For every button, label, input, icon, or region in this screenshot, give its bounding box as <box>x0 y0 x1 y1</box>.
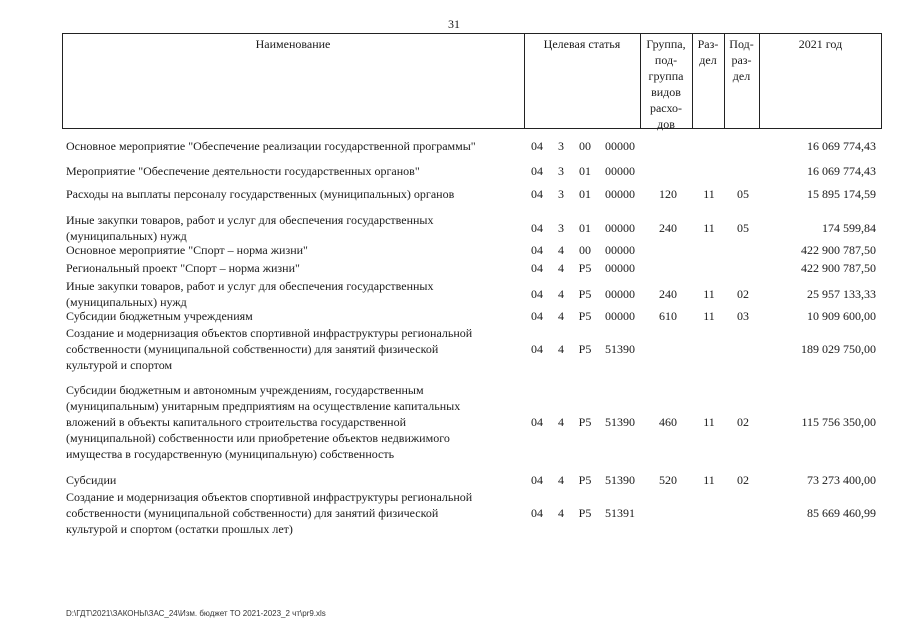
header-year: 2021 год <box>798 37 843 51</box>
table-row <box>0 278 905 310</box>
row-code-grp: 610 <box>659 309 677 323</box>
row-name <box>66 472 514 488</box>
row-code-sub: 05 <box>737 187 749 201</box>
row-code-c1: 04 <box>531 243 543 257</box>
row-code-grp: 520 <box>659 473 677 487</box>
row-code-sec: 11 <box>703 473 715 487</box>
row-code-c3: P5 <box>578 473 592 487</box>
row-code-grp: 460 <box>659 415 677 429</box>
header-line: дел <box>732 69 751 83</box>
file-path-footer: D:\ГДТ\2021\ЗАКОНЫ\ЗАС_24\Изм. бюджет ТО 2021-2023_2 чт\pr9.xls <box>66 609 326 618</box>
row-code-c1: 04 <box>531 309 543 323</box>
row-name-line: Субсидии <box>66 473 117 487</box>
row-code-c3: P5 <box>578 506 592 520</box>
table-row <box>0 325 905 373</box>
row-code-c4: 00000 <box>605 287 635 301</box>
row-name-line: Региональный проект "Спорт – норма жизни" <box>66 261 300 275</box>
row-name-line: Мероприятие "Обеспечение деятельности государственных органов" <box>66 164 420 178</box>
row-name <box>66 308 514 324</box>
table-row <box>0 186 905 202</box>
header-line: видов <box>651 85 681 99</box>
row-amount: 189 029 750,00 <box>801 342 876 356</box>
row-code-c3: P5 <box>578 415 592 429</box>
row-name-line: (муниципальной) собственности или приобретение объектов недвижимого <box>66 431 450 445</box>
row-code-c1: 04 <box>531 139 543 153</box>
header-line: расхо- <box>649 101 683 115</box>
row-amount: 85 669 460,99 <box>807 506 876 520</box>
row-code-sec: 11 <box>703 309 715 323</box>
row-code-c1: 04 <box>531 473 543 487</box>
row-code-c2: 3 <box>558 187 564 201</box>
header-line: Группа, <box>646 37 686 51</box>
row-code-c2: 4 <box>558 506 564 520</box>
row-name-line: Иные закупки товаров, работ и услуг для обеспечения государственных <box>66 279 434 293</box>
header-line: дел <box>699 53 717 67</box>
row-name <box>66 242 514 258</box>
row-code-c2: 4 <box>558 415 564 429</box>
header-group <box>640 36 692 132</box>
row-name-line: имущества в государственную (муниципальную) собственность <box>66 447 395 461</box>
row-name-line: Основное мероприятие "Спорт – норма жизни" <box>66 243 308 257</box>
header-line: под- <box>654 53 678 67</box>
table-row <box>0 382 905 462</box>
row-code-c1: 04 <box>531 342 543 356</box>
row-name-line: (муниципальным) унитарным предприятиям на осуществление капитальных <box>66 399 461 413</box>
row-code-c4: 51390 <box>605 415 635 429</box>
table-row <box>0 489 905 537</box>
row-code-c3: 00 <box>579 243 591 257</box>
row-amount: 25 957 133,33 <box>807 287 876 301</box>
table-row <box>0 242 905 258</box>
row-amount: 115 756 350,00 <box>801 415 876 429</box>
row-code-c3: P5 <box>578 287 592 301</box>
row-name-line: Создание и модернизация объектов спортивной инфраструктуры региональной <box>66 490 473 504</box>
row-code-c4: 00000 <box>605 187 635 201</box>
row-code-c4: 00000 <box>605 243 635 257</box>
row-name <box>66 186 514 202</box>
row-name <box>66 163 514 179</box>
row-name-line: (муниципальных) нужд <box>66 295 187 309</box>
row-amount: 73 273 400,00 <box>807 473 876 487</box>
row-code-c3: P5 <box>578 342 592 356</box>
row-name-line: собственности (муниципальной собственности) для занятий физической <box>66 506 439 520</box>
row-code-c4: 00000 <box>605 309 635 323</box>
row-amount: 422 900 787,50 <box>801 243 876 257</box>
row-code-c4: 00000 <box>605 221 635 235</box>
row-name <box>66 260 514 276</box>
row-code-c3: 00 <box>579 139 591 153</box>
row-code-c2: 4 <box>558 261 564 275</box>
row-code-sec: 11 <box>703 287 715 301</box>
row-code-c4: 51390 <box>605 473 635 487</box>
row-name <box>66 212 514 244</box>
row-name <box>66 138 514 154</box>
row-code-grp: 120 <box>659 187 677 201</box>
header-line: раз- <box>731 53 752 67</box>
row-code-c4: 00000 <box>605 139 635 153</box>
header-line: группа <box>648 69 684 83</box>
row-amount: 15 895 174,59 <box>807 187 876 201</box>
row-code-sub: 03 <box>737 309 749 323</box>
row-code-c4: 00000 <box>605 164 635 178</box>
table-row <box>0 308 905 324</box>
row-code-c3: 01 <box>579 221 591 235</box>
row-name-line: вложений в объекты капитального строительства государственной <box>66 415 406 429</box>
row-code-c2: 4 <box>558 287 564 301</box>
row-code-c1: 04 <box>531 287 543 301</box>
row-code-c2: 4 <box>558 342 564 356</box>
row-code-c3: 01 <box>579 187 591 201</box>
row-code-sub: 02 <box>737 287 749 301</box>
table-row <box>0 260 905 276</box>
page-number: 31 <box>448 17 460 31</box>
row-name-line: собственности (муниципальной собственности) для занятий физической <box>66 342 439 356</box>
row-code-c2: 3 <box>558 221 564 235</box>
row-code-grp: 240 <box>659 287 677 301</box>
row-name-line: культурой и спортом <box>66 358 173 372</box>
row-code-c4: 00000 <box>605 261 635 275</box>
row-name-line: (муниципальных) нужд <box>66 229 187 243</box>
header-target: Целевая статья <box>543 37 621 51</box>
row-code-sec: 11 <box>703 187 715 201</box>
row-name-line: Создание и модернизация объектов спортивной инфраструктуры региональной <box>66 326 473 340</box>
table-row <box>0 163 905 179</box>
row-name-line: культурой и спортом (остатки прошлых лет) <box>66 522 293 536</box>
row-code-c2: 3 <box>558 139 564 153</box>
header-line: Раз- <box>697 37 719 51</box>
row-code-c1: 04 <box>531 506 543 520</box>
row-code-c1: 04 <box>531 261 543 275</box>
row-code-c4: 51390 <box>605 342 635 356</box>
row-name-line: Субсидии бюджетным и автономным учреждениям, государственным <box>66 383 424 397</box>
header-section <box>692 36 724 68</box>
row-code-c1: 04 <box>531 221 543 235</box>
table-row <box>0 472 905 488</box>
row-code-c2: 3 <box>558 164 564 178</box>
row-code-sub: 02 <box>737 473 749 487</box>
row-code-sub: 02 <box>737 415 749 429</box>
row-code-grp: 240 <box>659 221 677 235</box>
row-code-c2: 4 <box>558 473 564 487</box>
row-code-sec: 11 <box>703 415 715 429</box>
row-code-c1: 04 <box>531 415 543 429</box>
row-code-c3: P5 <box>578 309 592 323</box>
row-amount: 10 909 600,00 <box>807 309 876 323</box>
row-name <box>66 382 514 462</box>
row-code-c4: 51391 <box>605 506 635 520</box>
row-code-c2: 4 <box>558 243 564 257</box>
row-code-c3: P5 <box>578 261 592 275</box>
row-amount: 16 069 774,43 <box>807 139 876 153</box>
row-name <box>66 278 514 310</box>
row-amount: 16 069 774,43 <box>807 164 876 178</box>
row-code-sub: 05 <box>737 221 749 235</box>
table-row <box>0 212 905 244</box>
row-name <box>66 325 514 373</box>
row-name-line: Субсидии бюджетным учреждениям <box>66 309 253 323</box>
header-name: Наименование <box>255 37 331 51</box>
row-code-c1: 04 <box>531 187 543 201</box>
table-row <box>0 138 905 154</box>
row-code-c2: 4 <box>558 309 564 323</box>
row-amount: 422 900 787,50 <box>801 261 876 275</box>
row-name-line: Иные закупки товаров, работ и услуг для обеспечения государственных <box>66 213 434 227</box>
header-line: дов <box>657 117 675 131</box>
header-line: Под- <box>729 37 754 51</box>
header-subsection <box>724 36 759 84</box>
row-amount: 174 599,84 <box>822 221 876 235</box>
row-name-line: Расходы на выплаты персоналу государственных (муниципальных) органов <box>66 187 455 201</box>
row-code-c1: 04 <box>531 164 543 178</box>
row-code-sec: 11 <box>703 221 715 235</box>
row-name-line: Основное мероприятие "Обеспечение реализации государственной программы" <box>66 139 476 153</box>
row-code-c3: 01 <box>579 164 591 178</box>
row-name <box>66 489 514 537</box>
